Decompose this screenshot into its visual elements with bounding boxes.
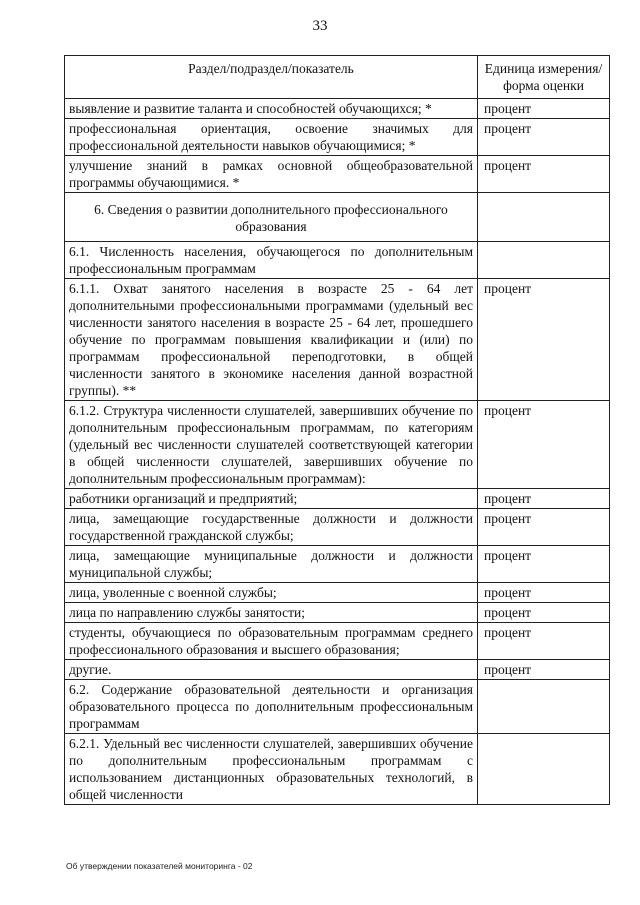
table-row: [65, 279, 610, 401]
section-heading-row: [65, 193, 610, 242]
section-heading-cell: 6. Сведения о развитии дополнительного профессионального образования: [65, 193, 478, 242]
unit-cell: процент: [478, 509, 610, 546]
table-row: [65, 734, 610, 805]
indicator-cell: лица по направлению службы занятости;: [65, 603, 478, 623]
table-row: [65, 660, 610, 680]
header-unit: Единица измерения/ форма оценки: [478, 56, 610, 99]
unit-cell: [478, 680, 610, 734]
indicator-cell: работники организаций и предприятий;: [65, 489, 478, 509]
subsection-heading-cell: 6.2. Содержание образовательной деятельности и организация образовательного процесса по дополнительным профессиональным программам: [65, 680, 478, 734]
unit-cell: процент: [478, 401, 610, 489]
subsection-heading-cell: 6.1. Численность населения, обучающегося по дополнительным профессиональным программам: [65, 242, 478, 279]
indicator-cell: 6.1.1. Охват занятого населения в возрасте 25 - 64 лет дополнительными профессиональными программами (удельный вес численности занятого населения в возрасте 25 - 64 лет, прошедшего обучение по программам повышения квалификации и (или) по программам профессиональной переподготовки, в общей численности занятого в экономике населения данной возрастной группы). **: [65, 279, 478, 401]
subsection-heading-row: [65, 242, 610, 279]
unit-cell: [478, 242, 610, 279]
indicator-cell: другие.: [65, 660, 478, 680]
unit-cell: [478, 734, 610, 805]
indicator-cell: улучшение знаний в рамках основной общеобразовательной программы обучающимися. *: [65, 156, 478, 193]
unit-cell: процент: [478, 546, 610, 583]
page-footer: Об утверждении показателей мониторинга - 02: [66, 861, 253, 871]
table-row: [65, 119, 610, 156]
table-row: [65, 489, 610, 509]
indicator-cell: студенты, обучающиеся по образовательным программам среднего профессионального образования и высшего образования;: [65, 623, 478, 660]
unit-cell: процент: [478, 489, 610, 509]
page-number: 33: [312, 18, 328, 34]
indicators-table: [64, 55, 610, 805]
table-row: [65, 401, 610, 489]
unit-cell: процент: [478, 603, 610, 623]
table-row: [65, 546, 610, 583]
indicator-cell: лица, замещающие муниципальные должности и должности муниципальной службы;: [65, 546, 478, 583]
unit-cell: процент: [478, 156, 610, 193]
unit-cell: процент: [478, 119, 610, 156]
table-row: [65, 623, 610, 660]
indicator-cell: лица, замещающие государственные должности и должности государственной гражданской службы;: [65, 509, 478, 546]
table-header-row: [65, 56, 610, 99]
table-row: [65, 583, 610, 603]
unit-cell: процент: [478, 279, 610, 401]
unit-cell: процент: [478, 660, 610, 680]
indicator-cell: профессиональная ориентация, освоение значимых для профессиональной деятельности навыков обучающимися; *: [65, 119, 478, 156]
table-row: [65, 156, 610, 193]
table-row: [65, 603, 610, 623]
indicator-cell: 6.1.2. Структура численности слушателей, завершивших обучение по дополнительным профессиональным программам, по категориям (удельный вес численности слушателей соответствующей категории в общей численности слушателей, завершивших обучение по дополнительным профессиональным программам):: [65, 401, 478, 489]
header-section-indicator: Раздел/подраздел/показатель: [65, 56, 478, 99]
unit-cell: процент: [478, 623, 610, 660]
indicator-cell: 6.2.1. Удельный вес численности слушателей, завершивших обучение по дополнительным профессиональным программам с использованием дистанционных образовательных технологий, в общей численности: [65, 734, 478, 805]
indicator-cell: лица, уволенные с военной службы;: [65, 583, 478, 603]
unit-cell: [478, 193, 610, 242]
table-row: [65, 99, 610, 119]
indicator-cell: выявление и развитие таланта и способностей обучающихся; *: [65, 99, 478, 119]
unit-cell: процент: [478, 99, 610, 119]
unit-cell: процент: [478, 583, 610, 603]
subsection-heading-row: [65, 680, 610, 734]
table-row: [65, 509, 610, 546]
